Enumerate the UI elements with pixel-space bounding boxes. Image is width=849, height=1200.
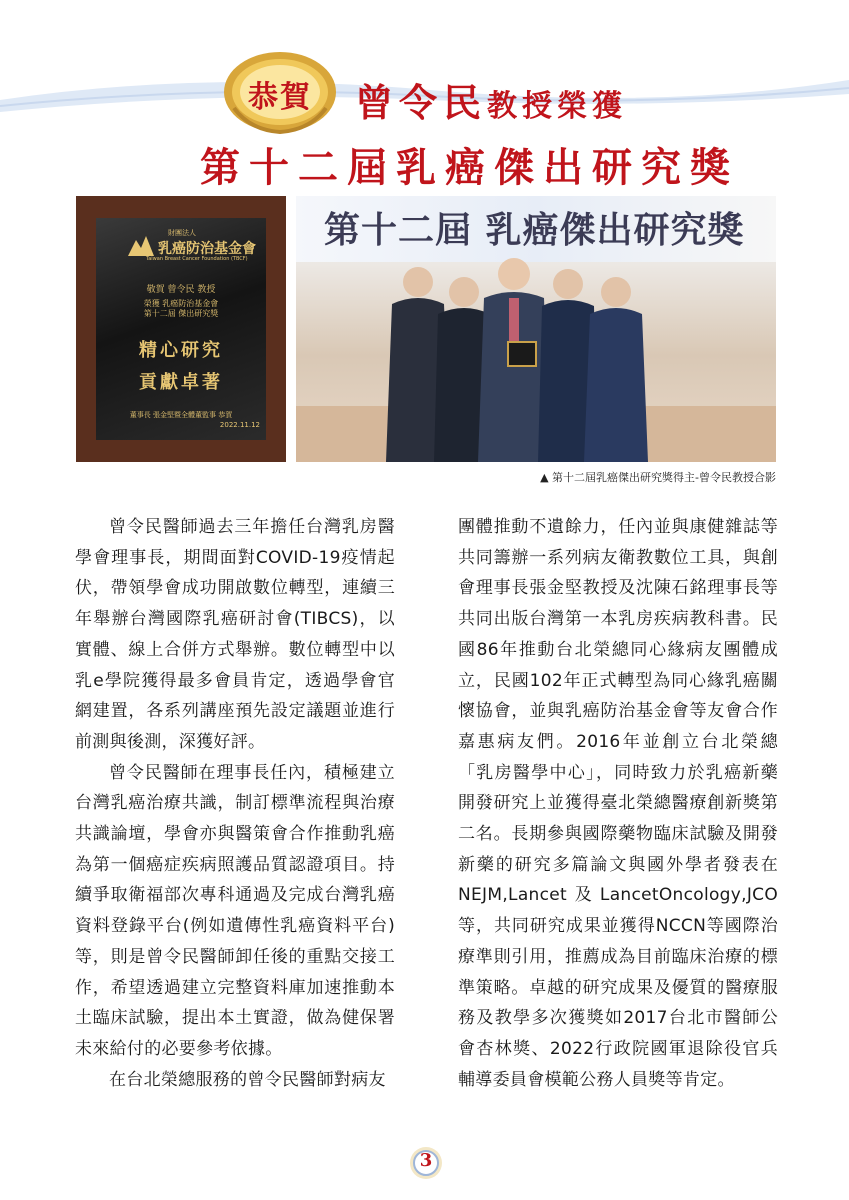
article-paragraph: 曾令民醫師在理事長任內，積極建立台灣乳癌治療共識，制訂標準流程與治療共識論壇，學會亦與醫策會合作推動乳癌為第一個癌症疾病照護品質認證項目。持續爭取衛福部次專科通過及完成台灣乳癌資料登錄平台(例如遺傳性乳癌資料平台)等，則是曾令民醫師卸任後的重點交接工作，希望透過建立完整資料庫加速推動本土臨床試驗，提出本土實證，做為健保署未來給付的必要參考依據。 (75, 762, 395, 1059)
award-plaque (76, 196, 286, 462)
plaque-motto: 貢獻卓著 (139, 372, 223, 393)
group-photo-people (296, 256, 776, 462)
plaque-org-name: 乳癌防治基金會 (158, 241, 256, 257)
title-rest: 教授榮獲 (487, 89, 628, 124)
page-number: 3 (419, 1150, 433, 1171)
plaque-line: 榮獲 乳癌防治基金會 (143, 299, 219, 308)
award-ceremony-photo (296, 196, 776, 462)
plaque-motto: 精心研究 (139, 340, 223, 361)
plaque-line: 敬賀 曾令民 教授 (146, 285, 216, 295)
page-title-line1 (355, 72, 627, 127)
article-paragraph: 曾令民醫師過去三年擔任台灣乳房醫學會理事長，期間面對COVID-19疫情起伏，帶領學會成功開啟數位轉型，連續三年舉辦台灣國際乳癌研討會(TIBCS)，以實體、線上合併方式舉辦。數位轉型中以乳e學院獲得最多會員肯定，透過學會官網建置，各系列講座預先設定議題並進行前測與後測，深獲好評。 (75, 517, 395, 752)
article-column-left (75, 512, 395, 1095)
plaque-date: 2022.11.12 (219, 421, 260, 429)
article-column-right (458, 512, 778, 1095)
banner-title: 第十二屆 乳癌傑出研究獎 (324, 210, 745, 251)
plaque-org-prefix: 財團法人 (168, 229, 196, 237)
photo-caption: ▲ 第十二屆乳癌傑出研究獎得主-曾令民教授合影 (540, 471, 776, 484)
article-paragraph: 在台北榮總服務的曾令民醫師對病友 (109, 1069, 386, 1090)
honoree-name: 曾令民 (355, 80, 488, 125)
ceremony-banner (296, 196, 776, 262)
plaque-face (96, 218, 266, 440)
plaque-line: 第十二屆 傑出研究獎 (143, 309, 219, 318)
plaque-org-english: Taiwan Breast Cancer Foundation (TBCF) (146, 256, 248, 262)
article-paragraph: 團體推動不遺餘力，任內並與康健雜誌等共同籌辦一系列病友衛教數位工具，與創會理事長張金堅教授及沈陳石銘理事長等共同出版台灣第一本乳房疾病教科書。民國86年推動台北榮總同心緣病友團體成立，民國102年正式轉型為同心緣乳癌關懷協會，並與乳癌防治基金會等友會合作嘉惠病友們。2016年並創立台北榮總「乳房醫學中心」，同時致力於乳癌新藥開發研究上並獲得臺北榮總醫療創新獎第二名。長期參與國際藥物臨床試驗及開發新藥的研究多篇論文與國外學者發表在NEJM,Lancet及LancetOncology,JCO等，共同研究成果並獲得NCCN等國際治療準則引用，推薦成為目前臨床治療的標準策略。卓越的研究成果及優質的醫療服務及教學多次獲獎如2017台北市醫師公會杏林獎、2022行政院國軍退除役官兵輔導委員會模範公務人員獎等肯定。 (458, 517, 778, 1090)
plaque-signature: 董事長 張金堅暨全體董監事 恭賀 (129, 411, 233, 419)
page-title-award: 第十二屆乳癌傑出研究獎 (200, 144, 739, 191)
foundation-logo-icon (126, 230, 156, 258)
congrats-badge: 恭賀 (248, 80, 312, 115)
